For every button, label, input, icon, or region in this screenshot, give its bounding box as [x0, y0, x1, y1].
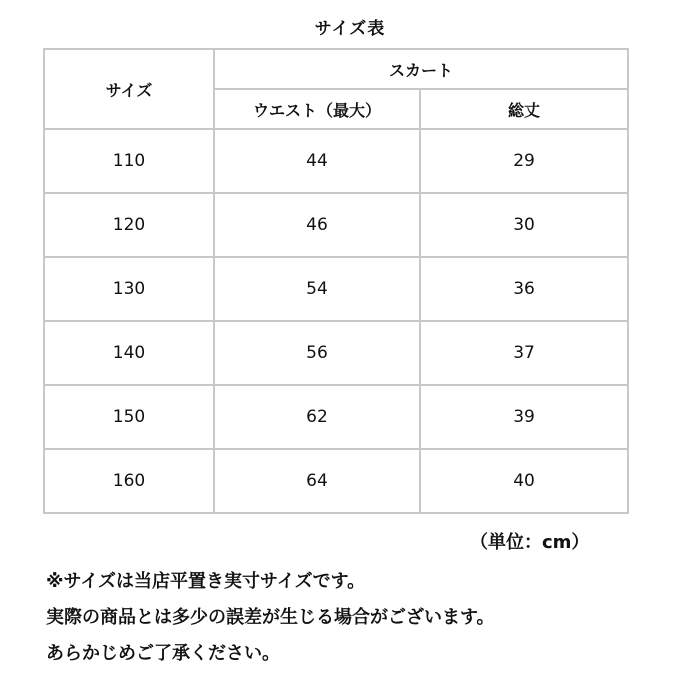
size-cell: 140	[44, 321, 214, 385]
waist-cell: 46	[214, 193, 420, 257]
waist-cell: 64	[214, 449, 420, 513]
note-line: ※サイズは当店平置き実寸サイズです。	[46, 571, 366, 592]
waist-column-header: ウエスト（最大）	[214, 89, 420, 129]
size-column-header: サイズ	[44, 49, 214, 129]
size-cell: 120	[44, 193, 214, 257]
table-header-row	[44, 49, 628, 89]
length-cell: 39	[420, 385, 628, 449]
page-title: サイズ表	[314, 19, 386, 39]
skirt-group-header: スカート	[214, 49, 628, 89]
waist-cell: 44	[214, 129, 420, 193]
length-column-header: 総丈	[420, 89, 628, 129]
length-cell: 37	[420, 321, 628, 385]
waist-cell: 62	[214, 385, 420, 449]
length-cell: 36	[420, 257, 628, 321]
table-row	[44, 257, 628, 321]
notes-block	[46, 564, 686, 672]
table-row	[44, 129, 628, 193]
table-row	[44, 449, 628, 513]
waist-cell: 54	[214, 257, 420, 321]
length-cell: 40	[420, 449, 628, 513]
table-row	[44, 385, 628, 449]
length-cell: 30	[420, 193, 628, 257]
size-table	[43, 48, 629, 514]
unit-note: （単位：cm）	[470, 532, 590, 553]
table-row	[44, 193, 628, 257]
waist-cell: 56	[214, 321, 420, 385]
size-cell: 130	[44, 257, 214, 321]
note-line: 実際の商品とは多少の誤差が生じる場合がございます。	[46, 607, 495, 628]
size-cell: 110	[44, 129, 214, 193]
size-cell: 160	[44, 449, 214, 513]
size-cell: 150	[44, 385, 214, 449]
note-line: あらかじめご了承ください。	[46, 643, 280, 664]
length-cell: 29	[420, 129, 628, 193]
table-row	[44, 321, 628, 385]
